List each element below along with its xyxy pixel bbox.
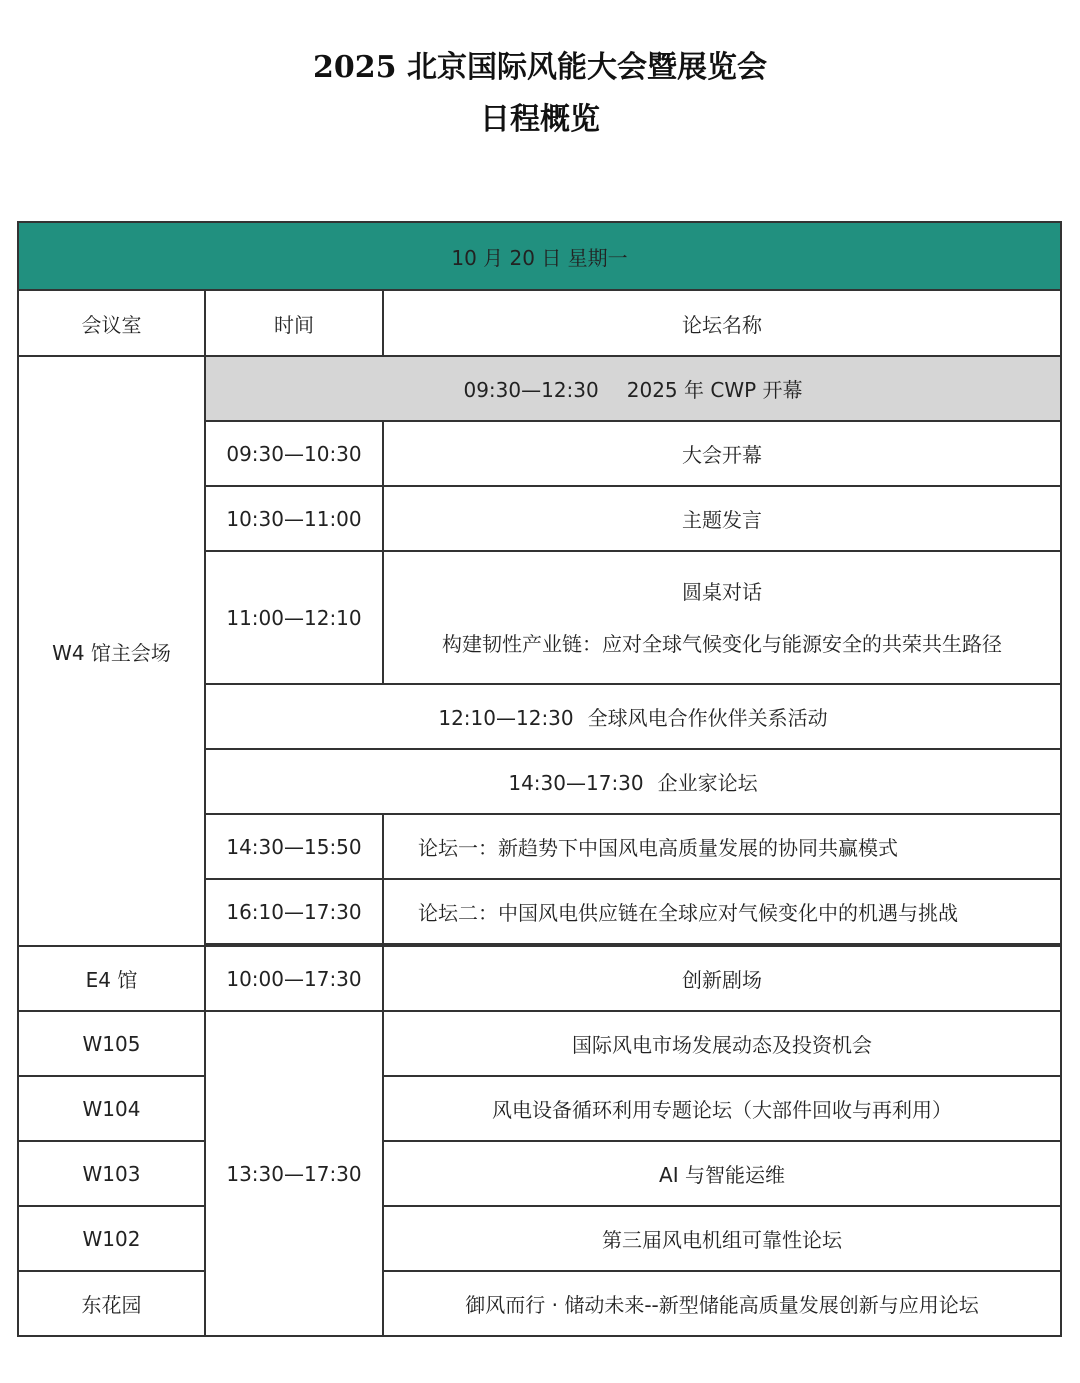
time-cell: 11:00—12:10 — [205, 551, 383, 684]
table-row — [18, 1206, 1061, 1271]
forum-cell: 创新剧场 — [383, 946, 1061, 1011]
title-line-2: 日程概览 — [480, 102, 600, 137]
title-line-1: 2025 北京国际风能大会暨展览会 — [313, 50, 767, 85]
header-row — [18, 290, 1061, 356]
entrepreneur-time: 14:30—17:30 — [508, 771, 644, 795]
table-row — [18, 946, 1061, 1011]
table-row — [18, 1141, 1061, 1206]
span-cell — [205, 749, 1061, 814]
span-cell — [205, 684, 1061, 749]
partnership-name: 全球风电合作伙伴关系活动 — [587, 706, 828, 730]
header-time: 时间 — [205, 290, 383, 356]
document-title — [0, 42, 1080, 146]
table-row — [18, 1011, 1061, 1076]
forum-cell: AI 与智能运维 — [383, 1141, 1061, 1206]
entrepreneur-name: 企业家论坛 — [657, 771, 758, 795]
roundtable-title: 圆桌对话 — [682, 579, 762, 604]
room-cell: 东花园 — [18, 1271, 205, 1336]
time-cell: 10:00—17:30 — [205, 946, 383, 1011]
opening-name: 2025 年 CWP 开幕 — [626, 378, 803, 402]
header-forum: 论坛名称 — [383, 290, 1061, 356]
partnership-time: 12:10—12:30 — [438, 706, 574, 730]
time-cell: 14:30—15:50 — [205, 814, 383, 879]
table-row — [18, 1076, 1061, 1141]
time-cell: 16:10—17:30 — [205, 879, 383, 944]
forum-cell: 论坛一：新趋势下中国风电高质量发展的协同共赢模式 — [383, 814, 1061, 879]
time-cell: 09:30—10:30 — [205, 421, 383, 486]
table-row — [18, 356, 1061, 421]
forum-cell: 风电设备循环利用专题论坛（大部件回收与再利用） — [383, 1076, 1061, 1141]
date-row — [18, 222, 1061, 290]
room-cell-w4: W4 馆主会场 — [18, 356, 205, 946]
room-cell: W105 — [18, 1011, 205, 1076]
time-cell-afternoon: 13:30—17:30 — [205, 1011, 383, 1336]
room-cell: W103 — [18, 1141, 205, 1206]
forum-cell: 御风而行 · 储动未来--新型储能高质量发展创新与应用论坛 — [383, 1271, 1061, 1336]
opening-time: 09:30—12:30 — [463, 378, 599, 402]
date-header: 10 月 20 日 星期一 — [18, 222, 1061, 290]
roundtable-subtitle: 构建韧性产业链：应对全球气候变化与能源安全的共荣共生路径 — [442, 631, 1002, 656]
time-cell: 10:30—11:00 — [205, 486, 383, 551]
room-cell: W104 — [18, 1076, 205, 1141]
forum-cell: 论坛二：中国风电供应链在全球应对气候变化中的机遇与挑战 — [383, 879, 1061, 944]
forum-cell — [383, 551, 1061, 684]
header-room: 会议室 — [18, 290, 205, 356]
schedule-table — [17, 221, 1062, 1337]
room-cell: W102 — [18, 1206, 205, 1271]
forum-cell: 大会开幕 — [383, 421, 1061, 486]
forum-cell: 主题发言 — [383, 486, 1061, 551]
table-row — [18, 1271, 1061, 1336]
room-cell: E4 馆 — [18, 946, 205, 1011]
forum-cell: 国际风电市场发展动态及投资机会 — [383, 1011, 1061, 1076]
forum-cell: 第三届风电机组可靠性论坛 — [383, 1206, 1061, 1271]
opening-banner — [205, 356, 1061, 421]
